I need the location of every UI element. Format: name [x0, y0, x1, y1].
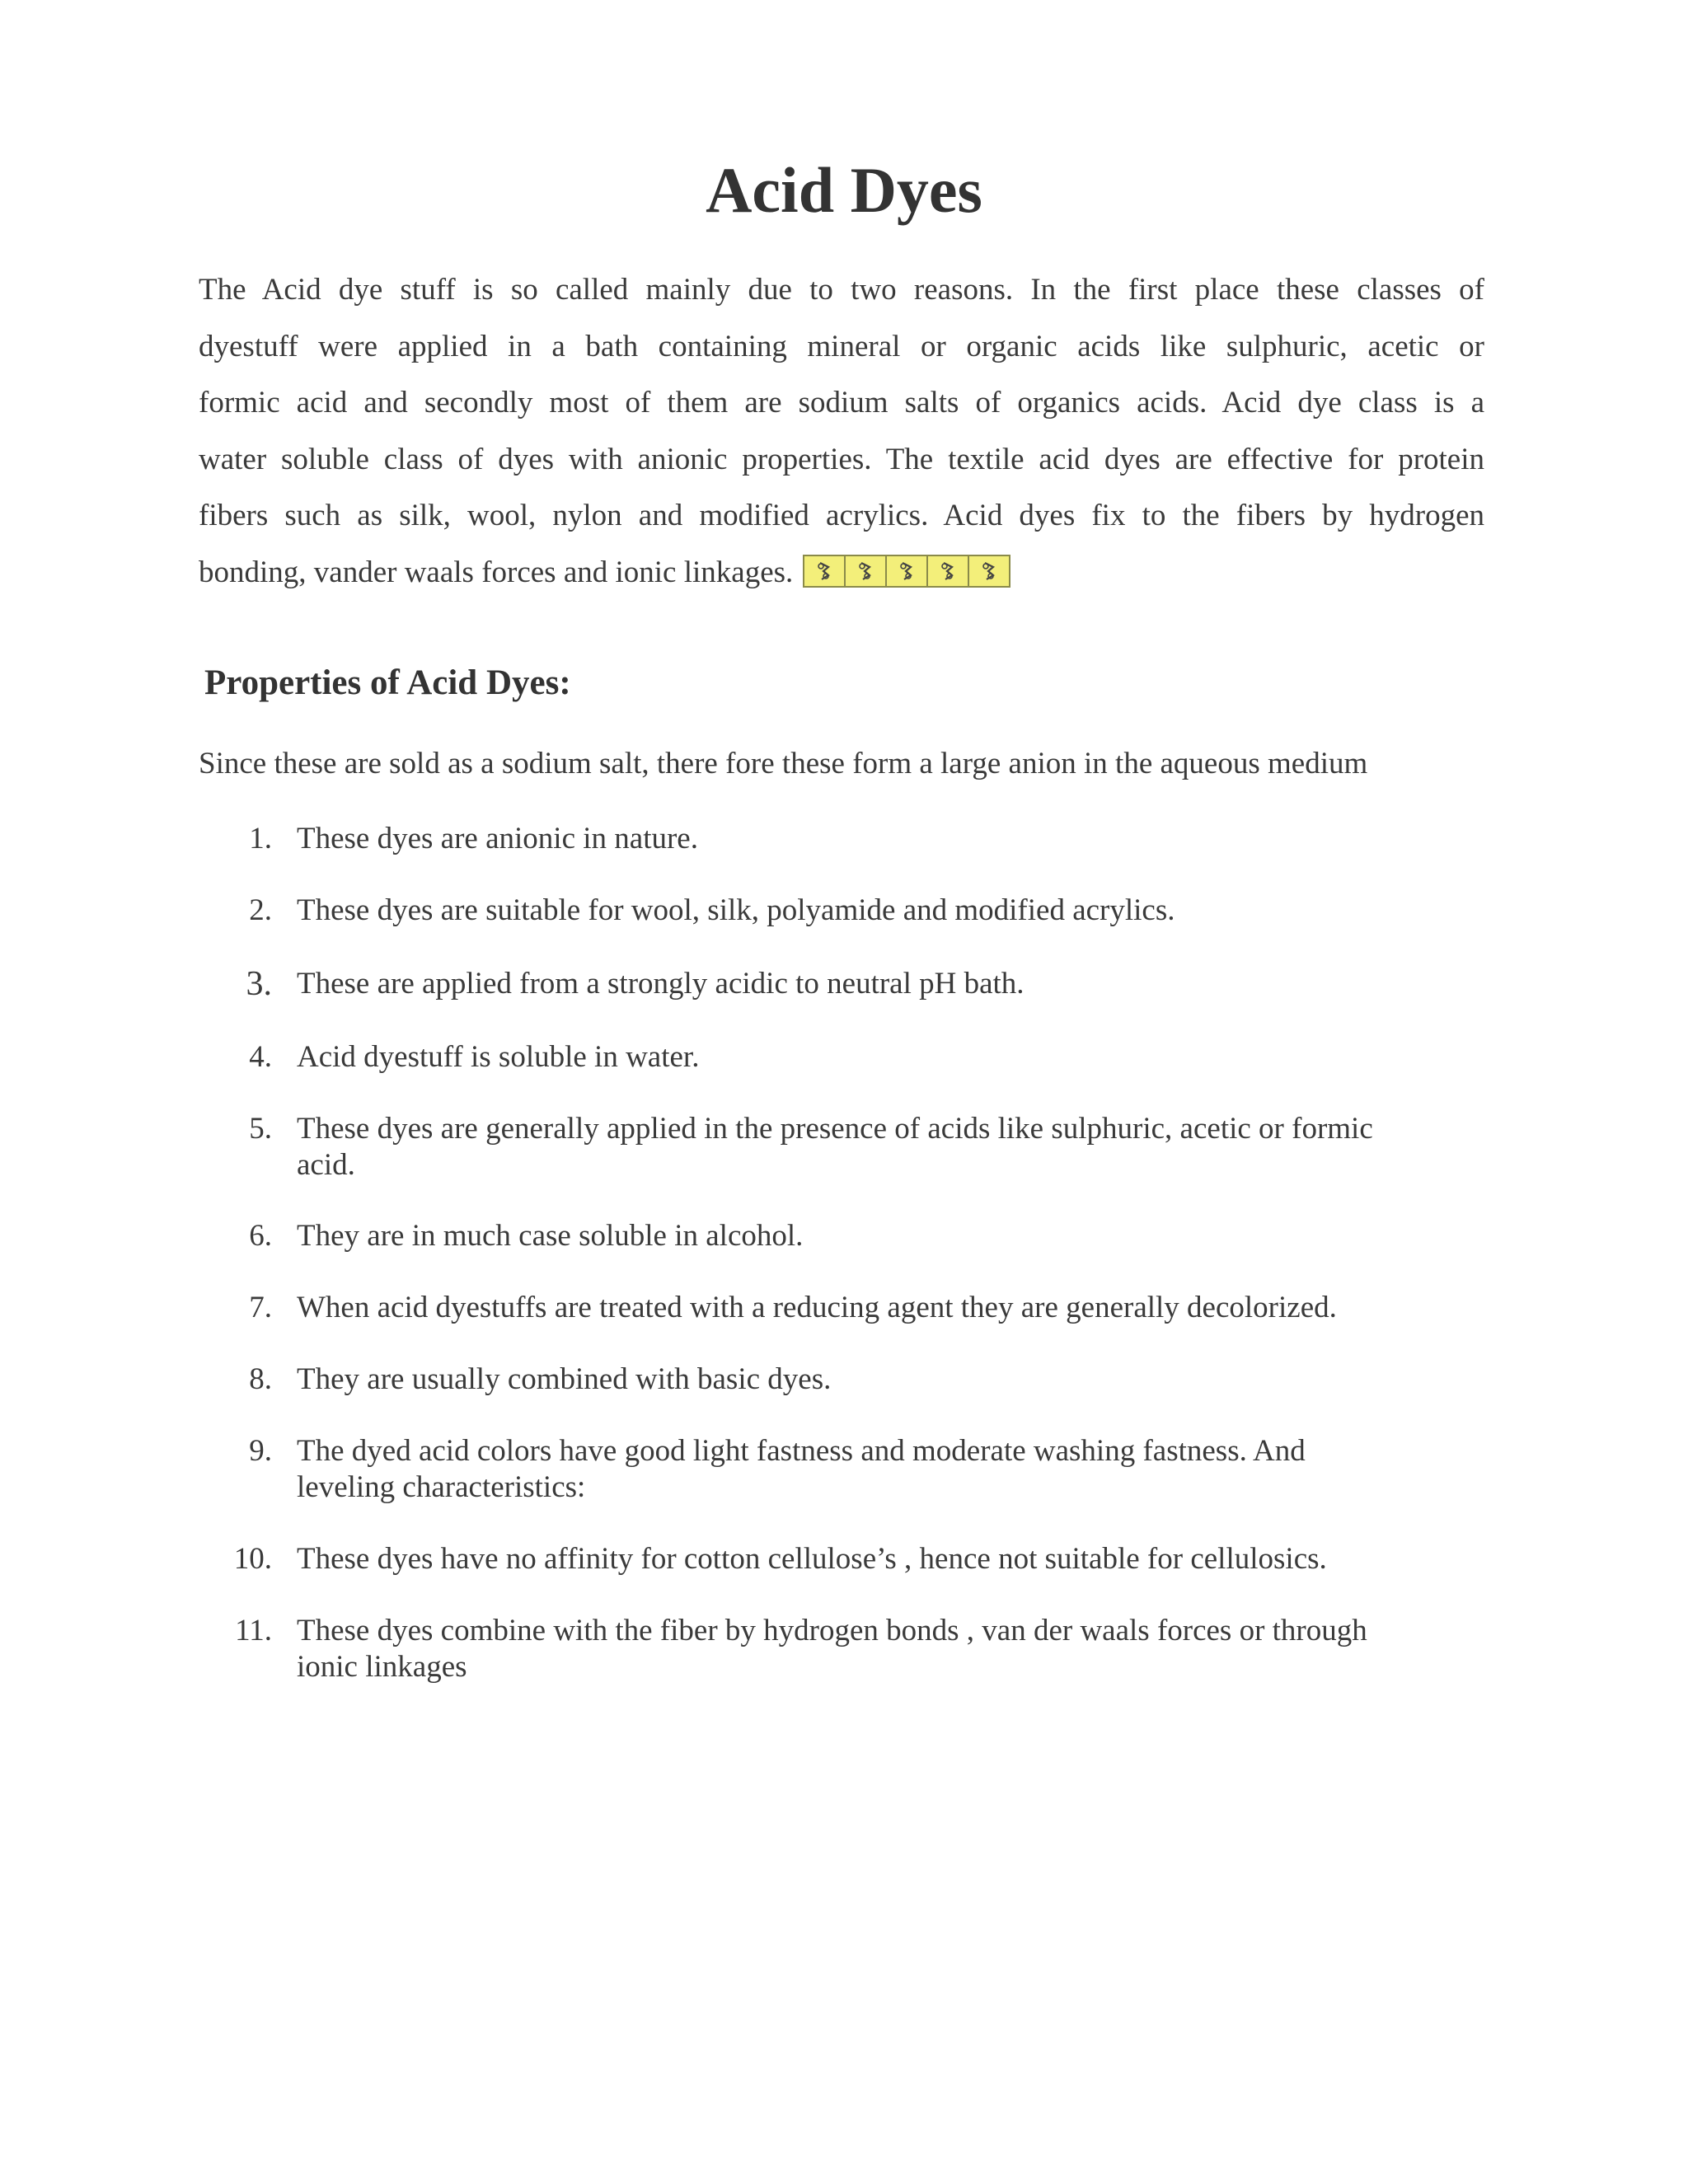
list-item-number: 11.: [235, 1614, 272, 1647]
list-item-number: 9.: [249, 1434, 272, 1468]
intro-line-text: bonding, vander waals forces and ionic linkages.: [199, 555, 794, 589]
list-item-number: 8.: [249, 1362, 272, 1396]
list-item-line: leveling characteristics:: [297, 1470, 586, 1504]
intro-line: dyestuff were applied in a bath containing mineral or organic acids like sulphuric, acetic or: [199, 329, 1484, 363]
intro-line-last: [199, 545, 1484, 602]
intro-line: formic acid and secondly most of them are sodium salts of organics acids. Acid dye class is a: [199, 386, 1484, 419]
list-item-line: These dyes are generally applied in the presence of acids like sulphuric, acetic or formic: [297, 1112, 1373, 1146]
list-item-line: The dyed acid colors have good light fastness and moderate washing fastness. And: [297, 1434, 1306, 1468]
list-item-number: 5.: [249, 1112, 272, 1146]
list-item-text: [297, 1218, 1467, 1254]
list-item-text: [297, 1541, 1467, 1577]
missing-image-icon: [969, 556, 1009, 586]
list-item-line: acid.: [297, 1148, 355, 1182]
list-item-number: 4.: [249, 1040, 272, 1074]
missing-image-icon: [846, 556, 887, 586]
inline-image-strip: [803, 555, 1010, 588]
missing-image-icon: [928, 556, 969, 586]
list-item-text: [297, 1433, 1467, 1506]
missing-image-icon: [887, 556, 928, 586]
page-title: Acid Dyes: [706, 154, 982, 226]
list-item-line: They are usually combined with basic dyes.: [297, 1362, 832, 1396]
list-item-line: These dyes combine with the fiber by hydrogen bonds , van der waals forces or through: [297, 1614, 1367, 1647]
intro-line: The Acid dye stuff is so called mainly due to two reasons. In the first place these classes of: [199, 273, 1484, 307]
list-item-number: 1.: [249, 822, 272, 855]
list-item-line: These dyes have no affinity for cotton cellulose’s , hence not suitable for cellulosics.: [297, 1542, 1327, 1576]
list-item-line: ionic linkages: [297, 1650, 467, 1684]
list-item-text: [297, 893, 1467, 929]
list-item-text: [297, 821, 1467, 857]
list-item-text: [297, 1361, 1467, 1398]
list-item-text: [297, 1613, 1467, 1685]
list-item-line: They are in much case soluble in alcohol.: [297, 1219, 804, 1253]
list-item-text: [297, 966, 1467, 1002]
list-item-number: 3.: [246, 965, 272, 1003]
list-item-line: These dyes are anionic in nature.: [297, 822, 698, 855]
list-item-text: [297, 1111, 1467, 1183]
list-item-number: 7.: [249, 1291, 272, 1324]
list-item-line: These are applied from a strongly acidic to neutral pH bath.: [297, 967, 1025, 1001]
section-heading: Properties of Acid Dyes:: [204, 663, 571, 702]
list-item-line: When acid dyestuffs are treated with a reducing agent they are generally decolorized.: [297, 1291, 1337, 1324]
list-item-line: Acid dyestuff is soluble in water.: [297, 1040, 700, 1074]
list-item-number: 10.: [233, 1542, 272, 1576]
list-item-line: These dyes are suitable for wool, silk, polyamide and modified acrylics.: [297, 893, 1175, 927]
missing-image-icon: [804, 556, 846, 586]
intro-line: fibers such as silk, wool, nylon and modified acrylics. Acid dyes fix to the fibers by hydrogen: [199, 499, 1484, 532]
section-lead: Since these are sold as a sodium salt, there fore these form a large anion in the aqueous medium: [199, 747, 1368, 780]
intro-paragraph: [199, 262, 1484, 601]
list-item-number: 2.: [249, 893, 272, 927]
list-item-number: 6.: [249, 1219, 272, 1253]
list-item-text: [297, 1290, 1467, 1326]
list-item-text: [297, 1039, 1467, 1076]
intro-line: water soluble class of dyes with anionic properties. The textile acid dyes are effective for protein: [199, 442, 1484, 476]
